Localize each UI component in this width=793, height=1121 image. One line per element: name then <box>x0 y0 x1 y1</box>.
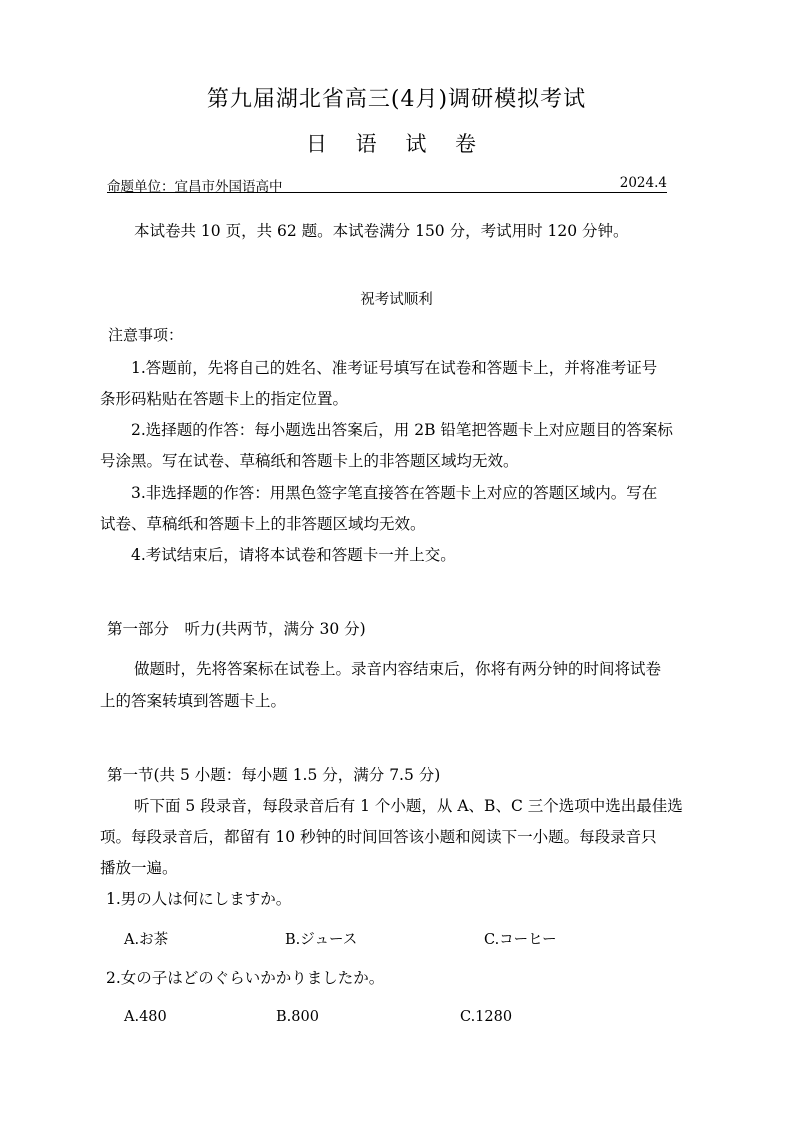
section1-instruction-line: 听下面 5 段录音，每段录音后有 1 个小题，从 A、B、C 三个选项中选出最佳选 <box>134 797 683 815</box>
note-line: 号涂黑。写在试卷、草稿纸和答题卡上的非答题区域均无效。 <box>100 452 519 470</box>
question-2-option-c: C.1280 <box>460 1009 513 1025</box>
question-2-option-b: B.800 <box>276 1009 319 1025</box>
question-1-option-a: A.お茶 <box>124 932 169 948</box>
part1-instruction-line: 做题时，先将答案标在试卷上。录音内容结束后，你将有两分钟的时间将试卷 <box>134 660 662 678</box>
note-line: 2.选择题的作答：每小题选出答案后，用 2B 铅笔把答题卡上对应题目的答案标 <box>131 421 673 439</box>
notes-heading: 注意事项： <box>108 326 184 344</box>
question-1-option-b: B.ジュース <box>285 932 358 948</box>
question-2-option-a: A.480 <box>124 1009 167 1025</box>
blessing: 祝考试顺利 <box>360 292 433 308</box>
section1-instruction-line: 项。每段录音后，都留有 10 秒钟的时间回答该小题和阅读下一小题。每段录音只 <box>100 828 657 846</box>
note-line: 4.考试结束后，请将本试卷和答题卡一并上交。 <box>131 546 456 564</box>
part1-heading: 第一部分 听力(共两节，满分 30 分) <box>107 620 366 638</box>
exam-date: 2024.4 <box>619 175 667 191</box>
section1-heading: 第一节(共 5 小题：每小题 1.5 分，满分 7.5 分) <box>107 766 441 784</box>
exam-title: 第九届湖北省高三(4月)调研模拟考试 <box>206 87 587 112</box>
meta-line <box>107 175 667 193</box>
section1-instruction-line: 播放一遍。 <box>100 859 178 877</box>
exam-summary: 本试卷共 10 页，共 62 题。本试卷满分 150 分，考试用时 120 分钟。 <box>134 222 629 240</box>
author-unit: 命题单位：宜昌市外国语高中 <box>107 179 283 195</box>
exam-subtitle: 日 语 试 卷 <box>305 132 488 156</box>
note-line: 条形码粘贴在答题卡上的指定位置。 <box>100 390 349 408</box>
question-1-text: 1.男の人は何にしますか。 <box>106 890 292 908</box>
note-line: 试卷、草稿纸和答题卡上的非答题区域均无效。 <box>100 515 426 533</box>
part1-instruction-line: 上的答案转填到答题卡上。 <box>100 692 287 710</box>
question-1-option-c: C.コーヒー <box>484 932 557 948</box>
question-2-text: 2.女の子はどのぐらいかかりましたか。 <box>106 969 385 987</box>
note-line: 3.非选择题的作答：用黑色签字笔直接答在答题卡上对应的答题区域内。写在 <box>131 484 658 502</box>
note-line: 1.答题前，先将自己的姓名、准考证号填写在试卷和答题卡上，并将准考证号 <box>131 359 658 377</box>
